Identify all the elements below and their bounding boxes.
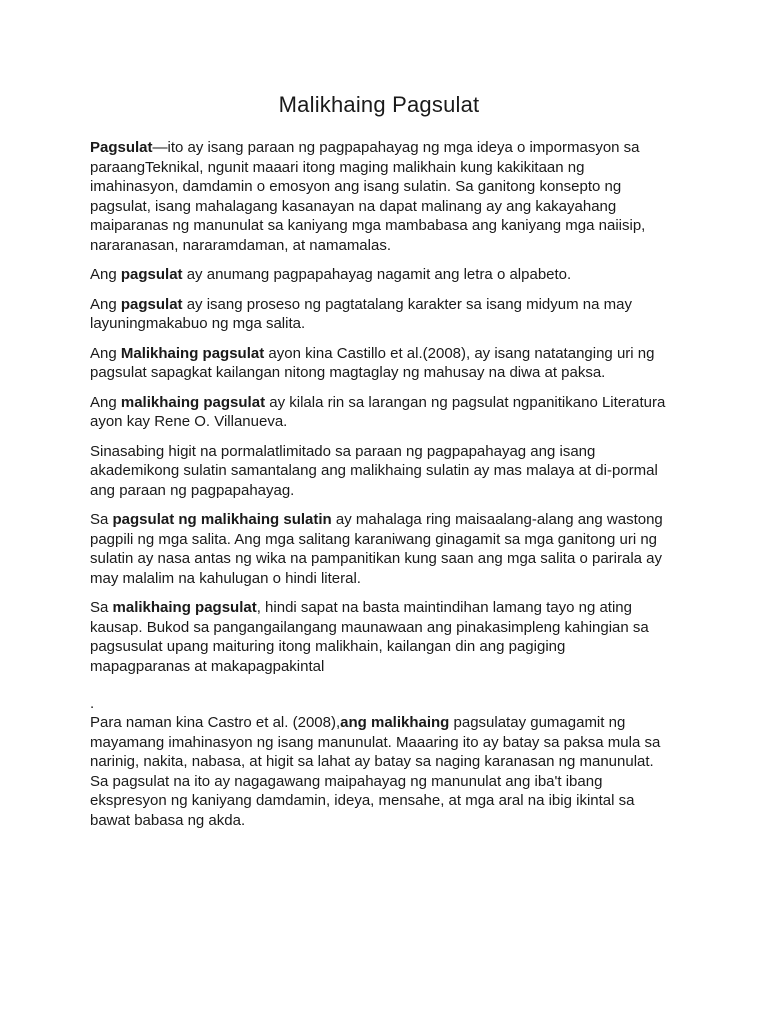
paragraph xyxy=(90,344,668,383)
paragraph-text: Ang xyxy=(90,295,121,313)
paragraph-text: ay mahalaga ring maisaalang-alang ang wastong pagpili ng mga salita. Ang mga salitang karaniwang ginagamit sa mga ganitong uri ng sulatin ay nasa antas ng wika na pampanitikan kung saan ang mga salita o parirala ay may malalim na kahulugan o hindi literal. xyxy=(90,511,663,587)
paragraph xyxy=(90,510,668,588)
paragraph-text: Sa xyxy=(90,511,113,528)
paragraph-text: Ang xyxy=(90,266,121,283)
page-title: Malikhaing Pagsulat xyxy=(278,92,480,117)
paragraph-text: ay anumang pagpapahayag nagamit ang letra o alpabeto. xyxy=(182,266,572,283)
paragraph xyxy=(90,393,668,432)
paragraph-text-bold: pagsulat xyxy=(120,295,183,313)
paragraph xyxy=(90,598,668,676)
paragraph-text-bold: Pagsulat xyxy=(90,139,153,156)
paragraph-text: pagsulatay gumagamit ng mayamang imahinasyon ng isang manunulat. Maaaring ito ay batay sa paksa mula sa narinig, nakita, nabasa, at higit sa lahat ay batay sa naging karanasan ng manunulat. Sa pagsulat na ito ay nagagawang maipahayag ng manunulat ang iba't ibang ekspresyon ng kaniyang damdamin, ideya, mensahe, at mga aral na ibig ikintal sa bawat babasa ng akda. xyxy=(90,714,661,829)
paragraph-text-bold: malikhaing pagsulat xyxy=(112,599,257,616)
paragraph-text: Ang xyxy=(90,344,121,362)
paragraph-text: , hindi sapat na basta maintindihan lamang tayo ng ating kausap. Bukod sa pangangailangang maunawaan ang pinakasimpleng kahingian sa pagsusulat upang maituring itong malikhain, kailangan din ang pagiging mapagparanas at makapagpakintal xyxy=(90,599,649,675)
paragraph-text: ay kilala rin sa larangan ng pagsulat ngpanitikano Literatura ayon kay Rene O. Villanueva. xyxy=(90,393,666,430)
paragraph-text: Sinasabing higit na pormalatlimitado sa paraan ng pagpapahayag ang isang akademikong sulatin samantalang ang malikhaing sulatin ay mas malaya at di-pormal ang paraan ng pagpapahayag. xyxy=(90,442,658,499)
paragraph-list xyxy=(90,138,668,676)
paragraph-text: Sa xyxy=(90,599,113,616)
final-paragraph xyxy=(90,713,668,830)
paragraph-text-bold: pagsulat ng malikhaing sulatin xyxy=(112,511,332,528)
paragraph xyxy=(90,265,668,285)
paragraph-text-bold: ang malikhaing xyxy=(340,714,450,731)
paragraph xyxy=(90,295,668,334)
paragraph xyxy=(90,442,668,501)
paragraph-text: Para naman kina Castro et al. (2008), xyxy=(90,714,341,731)
paragraph-text-bold: Malikhaing pagsulat xyxy=(120,344,265,362)
paragraph xyxy=(90,138,668,255)
paragraph-text: ayon kina Castillo et al.(2008), ay isang natatanging uri ng pagsulat sapagkat kailangan nitong magtaglay ng mahusay na diwa at paksa. xyxy=(90,344,655,381)
paragraph-text-bold: pagsulat xyxy=(120,266,183,283)
paragraph-text-bold: malikhaing pagsulat xyxy=(120,393,266,411)
paragraph-text: ay isang proseso ng pagtatalang karakter sa isang midyum na may layuningmakabuo ng mga salita. xyxy=(90,295,632,332)
separator-dot: . xyxy=(90,695,95,712)
paragraph-text: Ang xyxy=(90,393,121,411)
paragraph-text: —ito ay isang paraan ng pagpapahayag ng mga ideya o impormasyon sa paraangTeknikal, ngunit maaari itong maging malikhain kung kakikitaan ng imahinasyon, damdamin o emosyon ang isang sulatin. Sa ganitong konsepto ng pagsulat, isang mahalagang kasanayan na dapat malinang ay ang kakayahang maiparanas ng manunulat sa kaniyang mga mambabasa ang kaniyang mga naiisip, nararanasan, nararamdaman, at namamalas. xyxy=(90,139,646,254)
